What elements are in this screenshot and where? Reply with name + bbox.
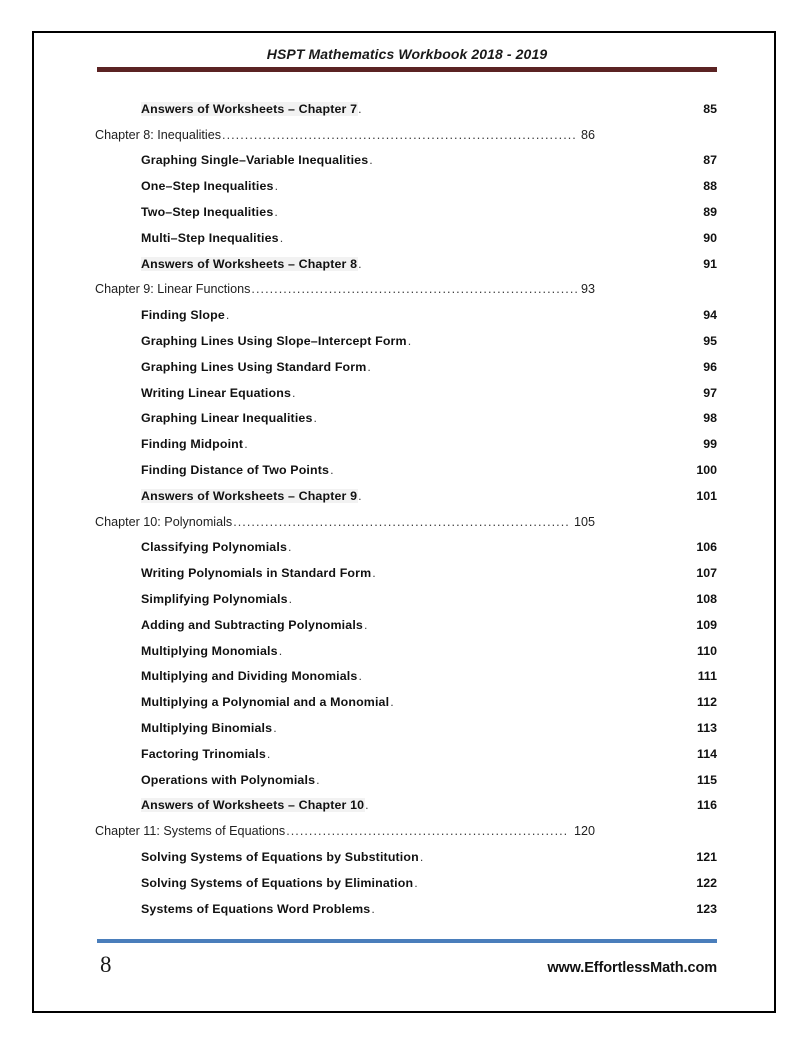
toc-entry[interactable] — [95, 322, 717, 348]
toc-entry[interactable] — [95, 167, 717, 193]
toc-entry-label: Multiplying Monomials — [141, 643, 278, 658]
toc-entry-label: Answers of Worksheets – Chapter 7 — [141, 101, 358, 116]
toc-entry-page-number: 121 — [696, 849, 717, 864]
toc-leader-dots: . — [358, 669, 363, 684]
toc-entry-label: Writing Polynomials in Standard Form — [141, 566, 372, 581]
toc-entry-page-number: 109 — [696, 617, 717, 632]
toc-entry-page-number: 89 — [703, 204, 717, 219]
toc-entry-page-number: 85 — [703, 101, 717, 116]
toc-entry-label: Solving Systems of Equations by Elimination — [141, 875, 414, 890]
toc-entry-page-number: 86 — [580, 127, 595, 142]
toc-leader-dots: . — [419, 849, 425, 864]
toc-leader-dots: . — [292, 385, 297, 400]
footer-row — [97, 952, 717, 978]
toc-entry[interactable] — [95, 451, 717, 477]
toc-entry-page-number: 112 — [697, 695, 717, 710]
toc-leader-dots: . — [390, 695, 395, 710]
document-page — [32, 31, 776, 1013]
toc-entry-label: Graphing Lines Using Standard Form — [141, 359, 367, 374]
toc-leader-dots: . — [358, 101, 363, 116]
toc-leader-dots: . — [266, 746, 272, 761]
toc-entry[interactable] — [95, 709, 717, 735]
toc-entry-page-number: 99 — [703, 437, 717, 452]
toc-entry-page-number: 101 — [696, 488, 717, 503]
toc-entry[interactable] — [95, 400, 717, 426]
toc-entry[interactable] — [95, 761, 717, 787]
toc-entry[interactable] — [95, 425, 717, 451]
toc-entry-page-number: 122 — [696, 875, 717, 890]
toc-entry-page-number: 91 — [703, 256, 717, 271]
toc-entry[interactable] — [95, 348, 717, 374]
toc-entry-page-number: 90 — [703, 230, 717, 245]
toc-entry[interactable] — [95, 245, 717, 271]
toc-leader-dots: .............................................................. — [286, 824, 569, 839]
toc-leader-dots: . — [313, 411, 318, 426]
toc-entry-label: Systems of Equations Word Problems — [141, 901, 371, 916]
toc-entry-tail — [286, 824, 595, 838]
toc-leader-dots: . — [278, 643, 284, 658]
footer-website: www.EffortlessMath.com — [547, 960, 717, 976]
toc-leader-dots: . — [288, 591, 294, 606]
toc-entry-label: Adding and Subtracting Polynomials — [141, 617, 363, 632]
toc-entry[interactable] — [95, 658, 717, 684]
toc-entry[interactable] — [95, 812, 717, 838]
toc-entry[interactable] — [95, 271, 717, 297]
toc-entry-page-number: 105 — [573, 514, 595, 529]
toc-leader-dots: . — [330, 462, 335, 477]
toc-entry-label: Operations with Polynomials — [141, 772, 316, 787]
toc-entry-page-number: 96 — [703, 359, 717, 374]
toc-entry-label: Graphing Single–Variable Inequalities — [141, 153, 369, 168]
toc-entry-page-number: 114 — [697, 746, 717, 761]
toc-entry[interactable] — [95, 116, 717, 142]
footer-page-number: 8 — [100, 952, 112, 977]
toc-leader-dots: . — [407, 333, 413, 348]
toc-entry[interactable] — [95, 580, 717, 606]
footer-rule — [97, 939, 717, 943]
toc-entry-tail — [233, 515, 595, 529]
toc-entry[interactable] — [95, 90, 717, 116]
toc-entry[interactable] — [95, 142, 717, 168]
table-of-contents — [95, 90, 717, 916]
toc-leader-dots: . — [274, 179, 280, 194]
toc-entry[interactable] — [95, 503, 717, 529]
toc-entry[interactable] — [95, 606, 717, 632]
toc-entry-page-number: 111 — [697, 669, 717, 684]
toc-entry-label: Finding Distance of Two Points — [141, 462, 330, 477]
toc-entry-label: Chapter 9: Linear Functions — [95, 282, 251, 297]
toc-entry[interactable] — [95, 219, 717, 245]
toc-entry[interactable] — [95, 838, 717, 864]
toc-entry[interactable] — [95, 890, 717, 916]
toc-entry-label: Multiplying Binomials — [141, 720, 273, 735]
toc-leader-dots: . — [316, 772, 321, 787]
toc-entry[interactable] — [95, 477, 717, 503]
toc-entry-tail — [222, 128, 595, 142]
page-footer — [97, 939, 717, 978]
toc-entry-page-number: 94 — [703, 308, 717, 323]
toc-leader-dots: . — [414, 875, 419, 890]
toc-entry-page-number: 108 — [696, 591, 717, 606]
toc-leader-dots: ........................................................................ — [251, 282, 579, 297]
toc-leader-dots: . — [367, 359, 372, 374]
toc-entry[interactable] — [95, 632, 717, 658]
toc-entry-page-number: 123 — [696, 901, 717, 916]
toc-entry[interactable] — [95, 554, 717, 580]
toc-entry-label: Answers of Worksheets – Chapter 8 — [141, 256, 358, 271]
toc-entry-label: Finding Midpoint — [141, 437, 244, 452]
toc-leader-dots: . — [363, 617, 369, 632]
toc-leader-dots: . — [365, 798, 370, 813]
toc-leader-dots: . — [372, 566, 377, 581]
toc-entry-page-number: 116 — [697, 798, 717, 813]
toc-entry-label: Chapter 11: Systems of Equations — [95, 824, 286, 839]
page-header — [97, 46, 717, 72]
toc-entry-page-number: 88 — [703, 179, 717, 194]
toc-entry-label: Multiplying and Dividing Monomials — [141, 669, 358, 684]
toc-leader-dots: . — [369, 153, 374, 168]
toc-entry-label: Chapter 10: Polynomials — [95, 514, 233, 529]
toc-entry-label: Simplifying Polynomials — [141, 591, 288, 606]
toc-entry-label: Answers of Worksheets – Chapter 9 — [141, 488, 358, 503]
toc-entry-page-number: 110 — [697, 643, 717, 658]
toc-leader-dots: .............................................................................. — [222, 127, 577, 142]
toc-entry-label: Multi–Step Inequalities — [141, 230, 279, 245]
toc-entry-page-number: 95 — [703, 333, 717, 348]
toc-entry[interactable] — [95, 529, 717, 555]
toc-entry[interactable] — [95, 683, 717, 709]
toc-leader-dots: . — [274, 204, 279, 219]
toc-leader-dots: . — [279, 230, 285, 245]
toc-entry[interactable] — [95, 374, 717, 400]
toc-entry-label: Writing Linear Equations — [141, 385, 292, 400]
toc-leader-dots: .......................................................................... — [233, 514, 570, 529]
toc-entry[interactable] — [95, 787, 717, 813]
toc-entry[interactable] — [95, 296, 717, 322]
toc-entry-label: Factoring Trinomials — [141, 746, 266, 761]
toc-leader-dots: . — [273, 720, 278, 735]
toc-entry-tail — [251, 282, 595, 296]
toc-leader-dots: . — [244, 437, 249, 452]
toc-entry-label: Graphing Lines Using Slope–Intercept Form — [141, 333, 407, 348]
toc-entry[interactable] — [95, 735, 717, 761]
toc-entry-page-number: 87 — [703, 153, 717, 168]
running-header-title: HSPT Mathematics Workbook 2018 - 2019 — [266, 46, 548, 62]
toc-entry-label: One–Step Inequalities — [141, 179, 274, 194]
toc-entry-label: Chapter 8: Inequalities — [95, 127, 222, 142]
toc-entry-label: Two–Step Inequalities — [141, 204, 274, 219]
toc-leader-dots: . — [358, 488, 363, 503]
toc-entry-label: Classifying Polynomials — [141, 540, 287, 555]
toc-leader-dots: . — [358, 256, 363, 271]
toc-entry[interactable] — [95, 193, 717, 219]
toc-leader-dots: . — [288, 540, 293, 555]
toc-entry-page-number: 107 — [696, 566, 717, 581]
toc-entry[interactable] — [95, 864, 717, 890]
toc-entry-page-number: 98 — [703, 411, 717, 426]
toc-entry-page-number: 93 — [580, 282, 595, 297]
toc-entry-label: Solving Systems of Equations by Substitution — [141, 849, 419, 864]
toc-entry-label: Answers of Worksheets – Chapter 10 — [141, 798, 365, 813]
toc-entry-page-number: 115 — [697, 772, 717, 787]
toc-entry-page-number: 106 — [696, 540, 717, 555]
header-rule — [97, 67, 717, 72]
toc-leader-dots: . — [371, 901, 376, 916]
toc-entry-page-number: 120 — [573, 824, 595, 839]
toc-entry-label: Finding Slope — [141, 308, 225, 323]
toc-entry-page-number: 113 — [697, 720, 717, 735]
toc-entry-label: Graphing Linear Inequalities — [141, 411, 313, 426]
toc-entry-label: Multiplying a Polynomial and a Monomial — [141, 695, 390, 710]
toc-leader-dots: . — [225, 308, 231, 323]
toc-entry-page-number: 100 — [696, 462, 717, 477]
toc-entry-page-number: 97 — [703, 385, 717, 400]
